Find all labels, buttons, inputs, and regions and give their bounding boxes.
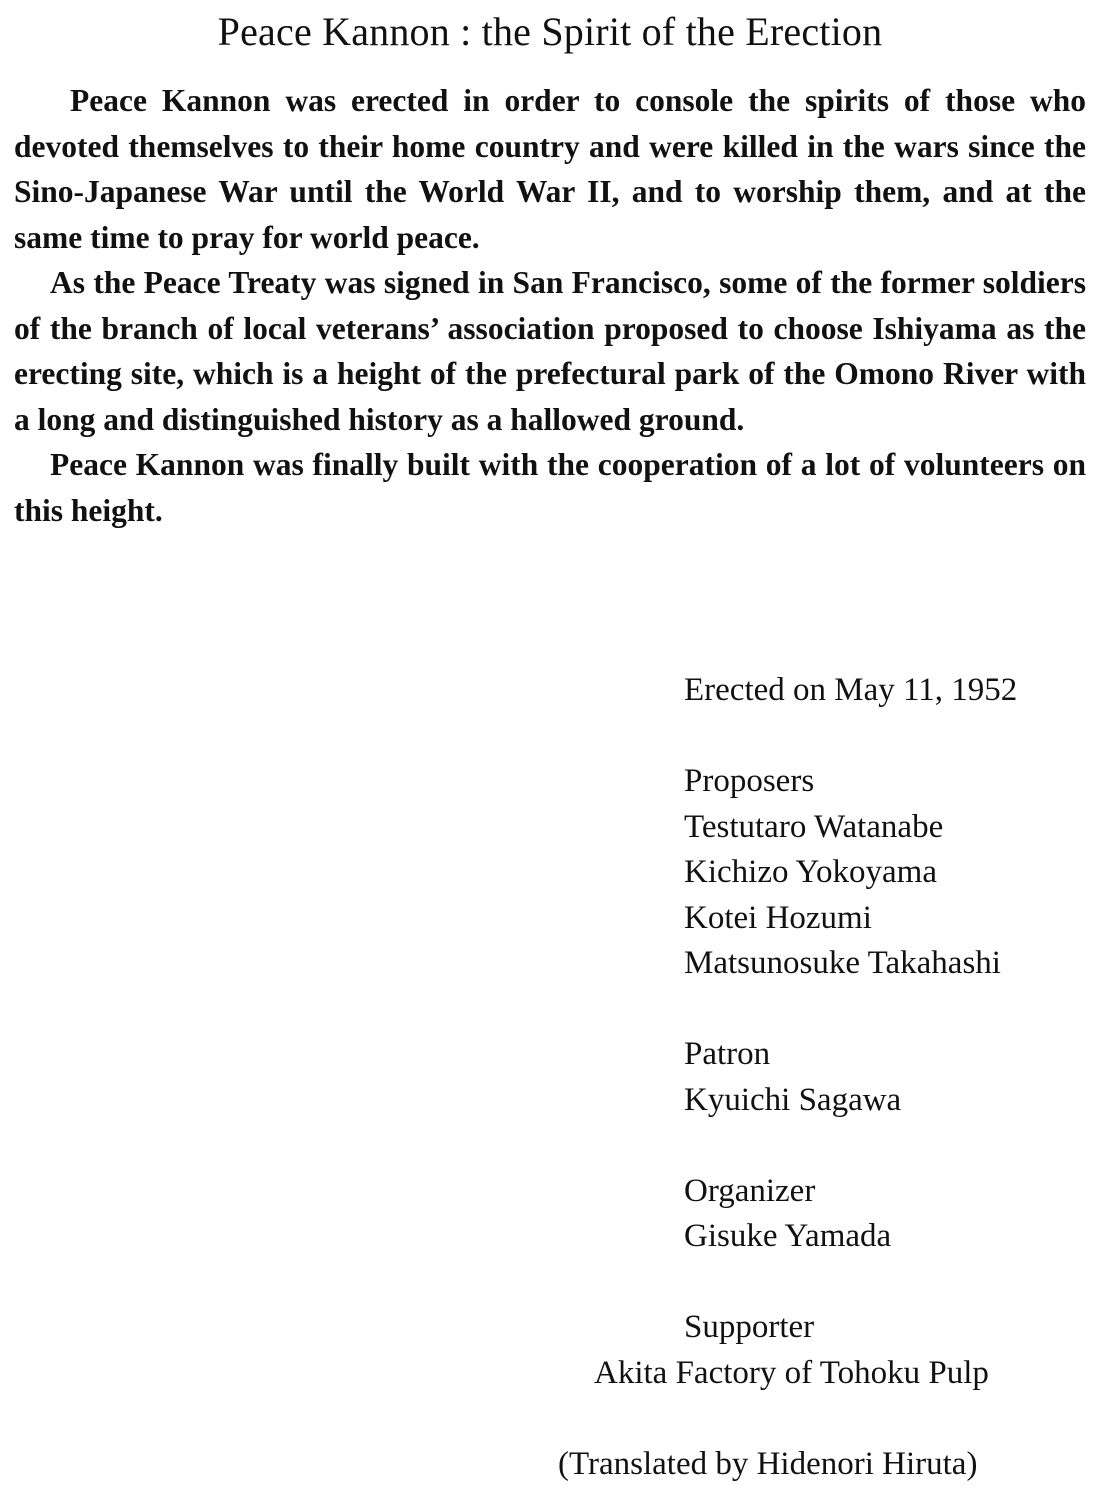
supporter-name: Akita Factory of Tohoku Pulp [594, 1354, 989, 1391]
proposer-name: Kichizo Yokoyama [684, 854, 937, 890]
organizer-heading: Organizer [684, 1172, 816, 1209]
patron-heading: Patron [684, 1036, 771, 1072]
credits-block [558, 668, 1094, 1487]
page-title: Peace Kannon : the Spirit of the Erection [217, 9, 883, 54]
paragraph-purpose: Peace Kannon was erected in order to console the spirits of those who devoted themselves to their home country and were killed in the wars since the Sino-Japanese War until the World War II, and to worship them, and at the same time to pray for world peace. [14, 83, 1086, 255]
proposer-name: Matsunosuke Takahashi [684, 945, 1001, 981]
translator-note: (Translated by Hidenori Hiruta) [558, 1445, 978, 1482]
patron-name: Kyuichi Sagawa [684, 1081, 902, 1118]
organizer-name: Gisuke Yamada [684, 1218, 892, 1254]
proposers-heading: Proposers [684, 763, 815, 799]
proposer-name: Kotei Hozumi [684, 899, 872, 936]
paragraph-built: Peace Kannon was finally built with the cooperation of a lot of volunteers on this height. [14, 447, 1086, 528]
erected-date: Erected on May 11, 1952 [684, 672, 1018, 708]
supporter-heading: Supporter [684, 1309, 815, 1345]
proposer-name: Testutaro Watanabe [684, 808, 944, 845]
paragraph-site: As the Peace Treaty was signed in San Francisco, some of the former soldiers of the branch of local veterans’ association proposed to choose Ishiyama as the erecting site, which is a height of the prefectural park of the Omono River with a long and distinguished history as a hallowed ground. [14, 265, 1086, 437]
body-text [14, 78, 1086, 533]
